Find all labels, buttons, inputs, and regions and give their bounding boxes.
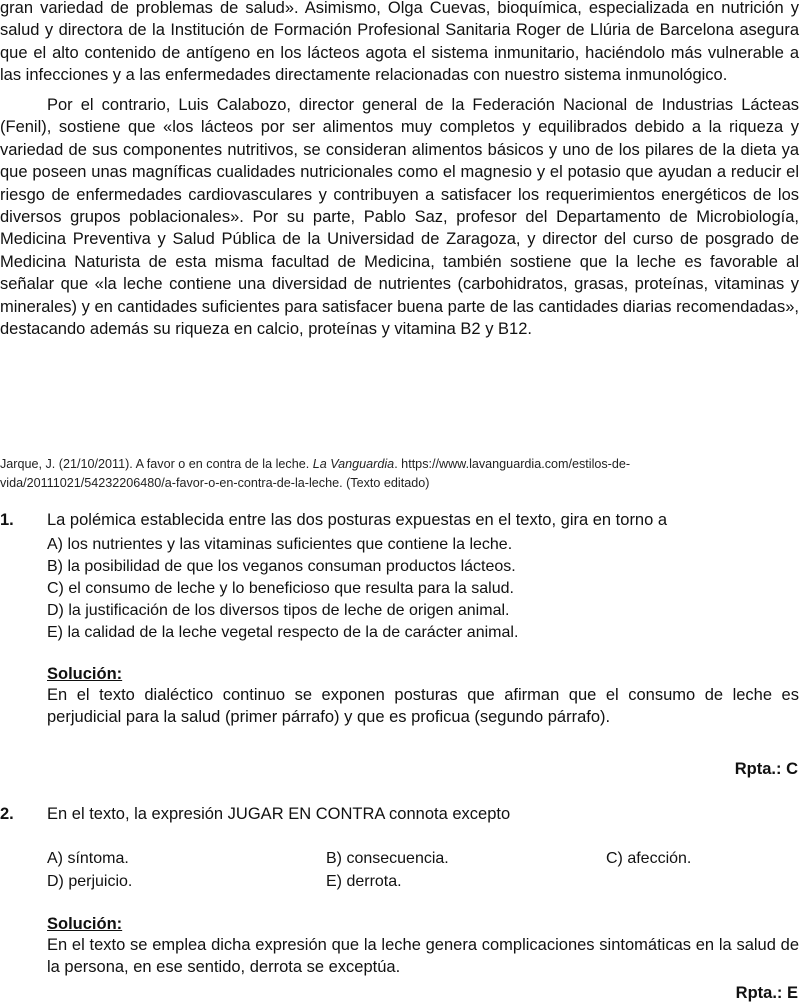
question-2-solution-text: En el texto se emplea dicha expresión que la leche genera complicaciones sintomáticas en la salud de la persona, en ese sentido, derrota se exceptúa. <box>47 936 799 977</box>
question-2-option-a: A) síntoma. <box>47 850 129 867</box>
question-1-solution-label: Solución: <box>47 665 123 683</box>
passage-paragraph-2: Por el contrario, Luis Calabozo, director general de la Federación Nacional de Industrias Lácteas (Fenil), sostiene que «los lácteos por ser alimentos muy completos y equilibrados debido a la riqueza y variedad de sus componentes nutritivos, se consideran alimentos básicos y uno de los pilares de la dieta ya que poseen unas magníficas cualidades nutricionales como el magnesio y el potasio que ayudan a reducir el riesgo de enfermedades cardiovasculares y contribuyen a satisfacer los requerimientos energéticos de los diversos grupos poblacionales». Por su parte, Pablo Saz, profesor del Departamento de Microbiología, Medicina Preventiva y Salud Pública de la Universidad de Zaragoza, y director del curso de posgrado de Medicina Naturista de esta misma facultad de Medicina, también sostiene que la leche es favorable al señalar que «la leche contiene una diversidad de nutrientes (carbohidratos, grasas, proteínas, vitaminas y minerales) y en cantidades suficientes para satisfacer buena parte de las cantidades diarias recomendadas», destacando además su riqueza en calcio, proteínas y vitamina B2 y B12. <box>0 96 799 339</box>
citation-text: Jarque, J. (21/10/2011). A favor o en contra de la leche. <box>0 457 313 471</box>
question-1-options <box>47 534 799 644</box>
citation-source: La Vanguardia <box>312 457 395 471</box>
question-1-text: La polémica establecida entre las dos posturas expuestas en el texto, gira en torno a <box>47 511 668 529</box>
question-1-option-d: D) la justificación de los diversos tipos de leche de origen animal. <box>47 602 510 619</box>
question-2-option-c: C) afección. <box>606 850 692 867</box>
question-1-option-c: C) el consumo de leche y lo beneficioso que resulta para la salud. <box>47 580 514 597</box>
question-1-solution-text: En el texto dialéctico continuo se exponen posturas que afirman que el consumo de leche es perjudicial para la salud (primer párrafo) y que es proficua (segundo párrafo). <box>47 686 799 727</box>
question-1-number: 1. <box>0 511 14 529</box>
question-1-answer: Rpta.: C <box>734 760 798 778</box>
question-2-number: 2. <box>0 805 14 823</box>
citation <box>0 455 799 493</box>
passage-paragraph-1: gran variedad de problemas de salud». Asimismo, Olga Cuevas, bioquímica, especializada en nutrición y salud y directora de la Institución de Formación Profesional Sanitaria Roger de Llúria de Barcelona asegura que el alto contenido de antígeno en los lácteos agota el sistema inmunitario, haciéndolo más vulnerable a las infecciones y a las enfermedades directamente relacionadas con nuestro sistema inmunológico. <box>0 0 799 85</box>
question-1-option-a: A) los nutrientes y las vitaminas suficientes que contiene la leche. <box>47 536 513 553</box>
question-1-option-b: B) la posibilidad de que los veganos consuman productos lácteos. <box>47 558 516 575</box>
question-2-option-d: D) perjuicio. <box>47 873 133 890</box>
question-2-option-b: B) consecuencia. <box>326 850 449 867</box>
question-2-option-e: E) derrota. <box>326 873 402 890</box>
citation-text-end: . https://www.lavanguardia.com/estilos-de-vida/20111021/54232206480/a-favor-o-en-contra-de-la-leche. (Texto editado) <box>0 457 631 490</box>
question-2-solution-label: Solución: <box>47 915 123 933</box>
question-2-text: En el texto, la expresión JUGAR EN CONTRA connota excepto <box>47 805 511 823</box>
question-2-answer: Rpta.: E <box>735 984 798 1002</box>
question-1-option-e: E) la calidad de la leche vegetal respecto de la de carácter animal. <box>47 624 519 641</box>
